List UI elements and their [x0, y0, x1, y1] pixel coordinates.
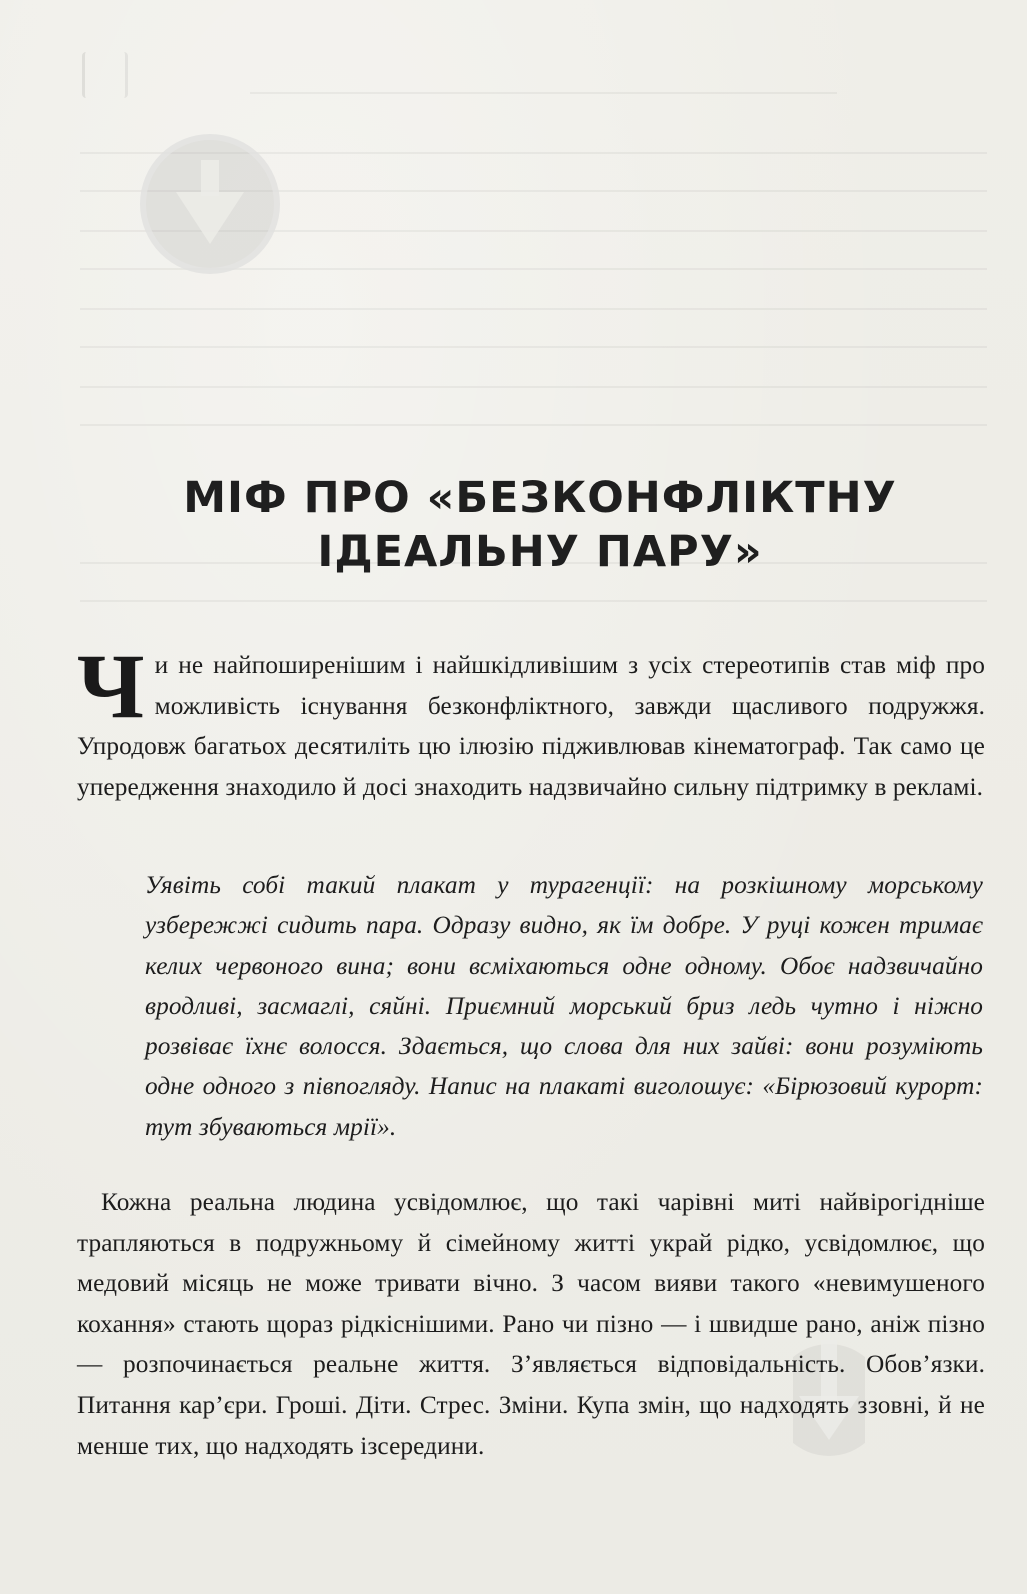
italic-quote: Уявіть собі такий плакат у турагенції: на розкішному морському узбережжі сидить пара. Одразу видно, як їм добре. У руці кожен тримає келих червоного вина; вони всміхаються одне одному. Обоє надзвичайно вродливі, засмаглі, сяйні. Приємний морський бриз ледь чутно і ніжно розвіває їхнє волосся. Здається, що слова для них зайві: вони розуміють одне одного з півпогляду. Напис на плакаті виголошує: «Бірюзовий курорт: тут збуваються мрії».: [145, 871, 983, 1141]
heading-line-2: ІДЕАЛЬНУ ПАРУ»: [317, 526, 763, 577]
heading-line-1: МІФ ПРО «БЕЗКОНФЛІКТНУ: [183, 472, 897, 523]
download-arrow-stem: [201, 160, 219, 196]
paragraph-intro: [77, 635, 985, 807]
show-through-page-number: [82, 52, 128, 98]
paragraph-intro-text: и не найпоширенішим і найшкідливішим з усіх стереотипів став міф про можливість існування безконфліктного, завжди щасливого подружжя. Упродовж багатьох десятиліть цю ілюзію підживлював кінематограф. Так само це упередження знаходило й досі знаходить надзвичайно сильну підтримку в рекламі.: [77, 651, 985, 801]
paragraph-reality: Кожна реальна людина усвідомлює, що такі чарівні миті найвірогідніше трапляються в подружньому й сімейному житті украй рідко, усвідомлює, що медовий місяць не може тривати вічно. З часом вияви такого «невимушеного кохання» стають щораз рідкіснішими. Рано чи пізно — і швидше рано, аніж пізно — розпочинається реальне життя. З’являється відповідальність. Обов’язки. Питання кар’єри. Гроші. Діти. Стрес. Зміни. Купа змін, що надходять ззовні, й не менше тих, що надходять ізсередини.: [77, 1188, 985, 1460]
chapter-heading: [120, 471, 960, 579]
show-through-line: [80, 386, 987, 388]
show-through-line: [80, 424, 987, 426]
show-through-line: [80, 346, 987, 348]
drop-cap: Ч: [77, 635, 145, 737]
download-arrow-head: [176, 192, 244, 244]
download-arrow-icon: [140, 134, 280, 274]
show-through-line: [80, 308, 987, 310]
show-through-line: [250, 92, 837, 94]
show-through-line: [80, 600, 987, 602]
